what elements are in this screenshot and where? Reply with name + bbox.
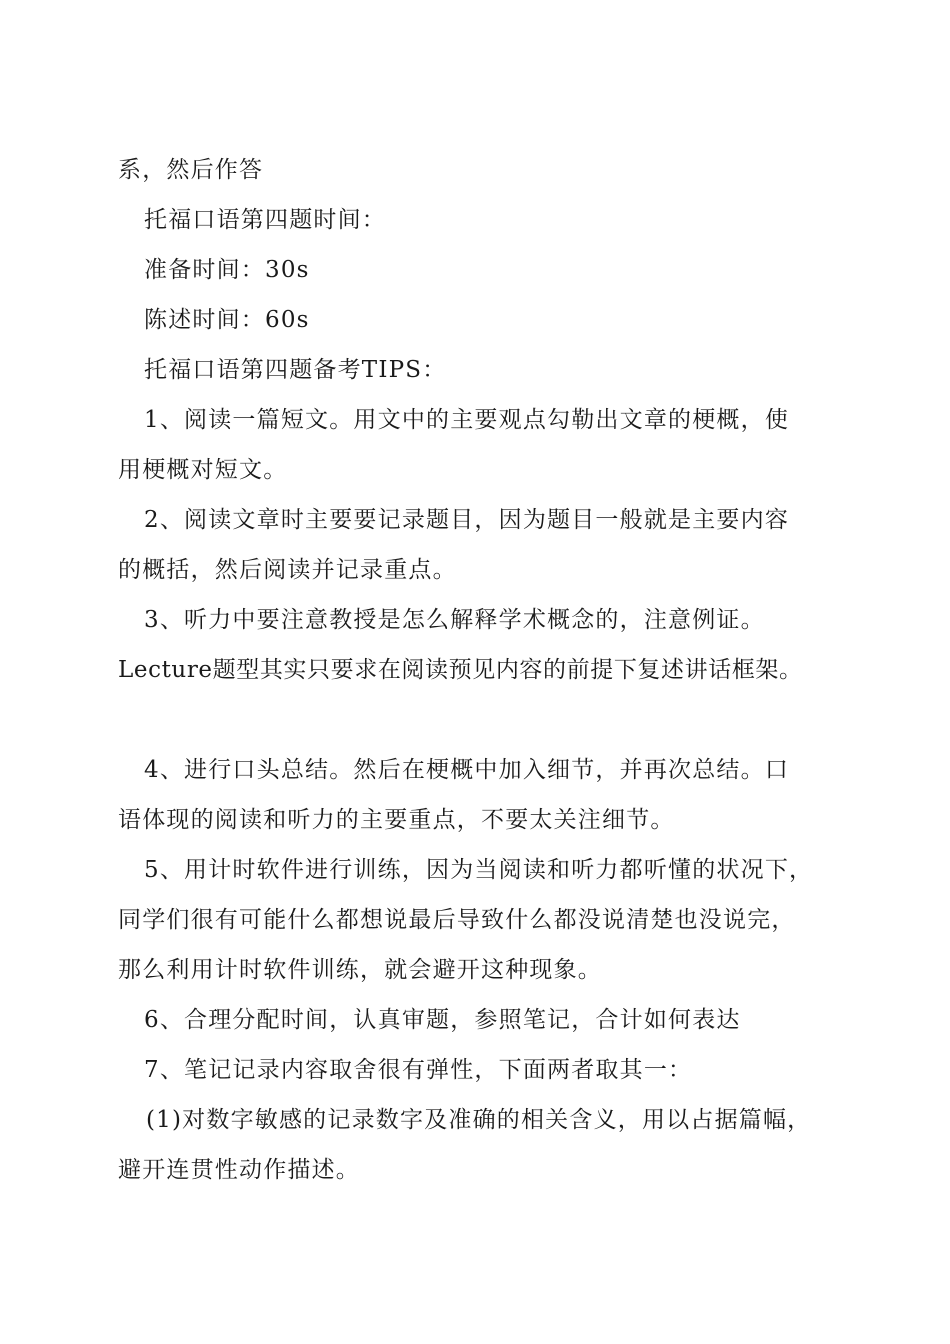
text-line: 同学们很有可能什么都想说最后导致什么都没说清楚也没说完，: [118, 907, 796, 933]
text-line: 6、合理分配时间，认真审题，参照笔记，合计如何表达: [144, 1007, 741, 1033]
text-line: 托福口语第四题时间：: [144, 207, 386, 233]
text-line: Lecture题型其实只要求在阅读预见内容的前提下复述讲话框架。: [118, 657, 803, 683]
text-line: 陈述时间：60s: [144, 307, 310, 333]
text-line: 1、阅读一篇短文。用文中的主要观点勾勒出文章的梗概，使: [144, 407, 790, 433]
text-line: 用梗概对短文。: [118, 457, 288, 483]
text-line: 系，然后作答: [118, 157, 264, 183]
document-body: [118, 145, 840, 1195]
text-line: 语体现的阅读和听力的主要重点，不要太关注细节。: [118, 807, 675, 833]
text-line: 避开连贯性动作描述。: [118, 1157, 360, 1183]
text-line: 5、用计时软件进行训练，因为当阅读和听力都听懂的状况下，: [144, 857, 814, 883]
text-line: 的概括，然后阅读并记录重点。: [118, 557, 457, 583]
text-line: (1)对数字敏感的记录数字及准确的相关含义，用以占据篇幅，: [146, 1107, 812, 1133]
text-line: 2、阅读文章时主要要记录题目，因为题目一般就是主要内容: [144, 507, 790, 533]
text-line: 3、听力中要注意教授是怎么解释学术概念的，注意例证。: [144, 607, 765, 633]
paragraph-gap: [118, 695, 840, 745]
text-line: 托福口语第四题备考TIPS：: [144, 357, 447, 383]
text-line: 4、进行口头总结。然后在梗概中加入细节，并再次总结。口: [144, 757, 790, 783]
text-line: 那么利用计时软件训练，就会避开这种现象。: [118, 957, 602, 983]
text-line: 7、笔记记录内容取舍很有弹性，下面两者取其一：: [144, 1057, 693, 1083]
text-line: 准备时间：30s: [144, 257, 310, 283]
